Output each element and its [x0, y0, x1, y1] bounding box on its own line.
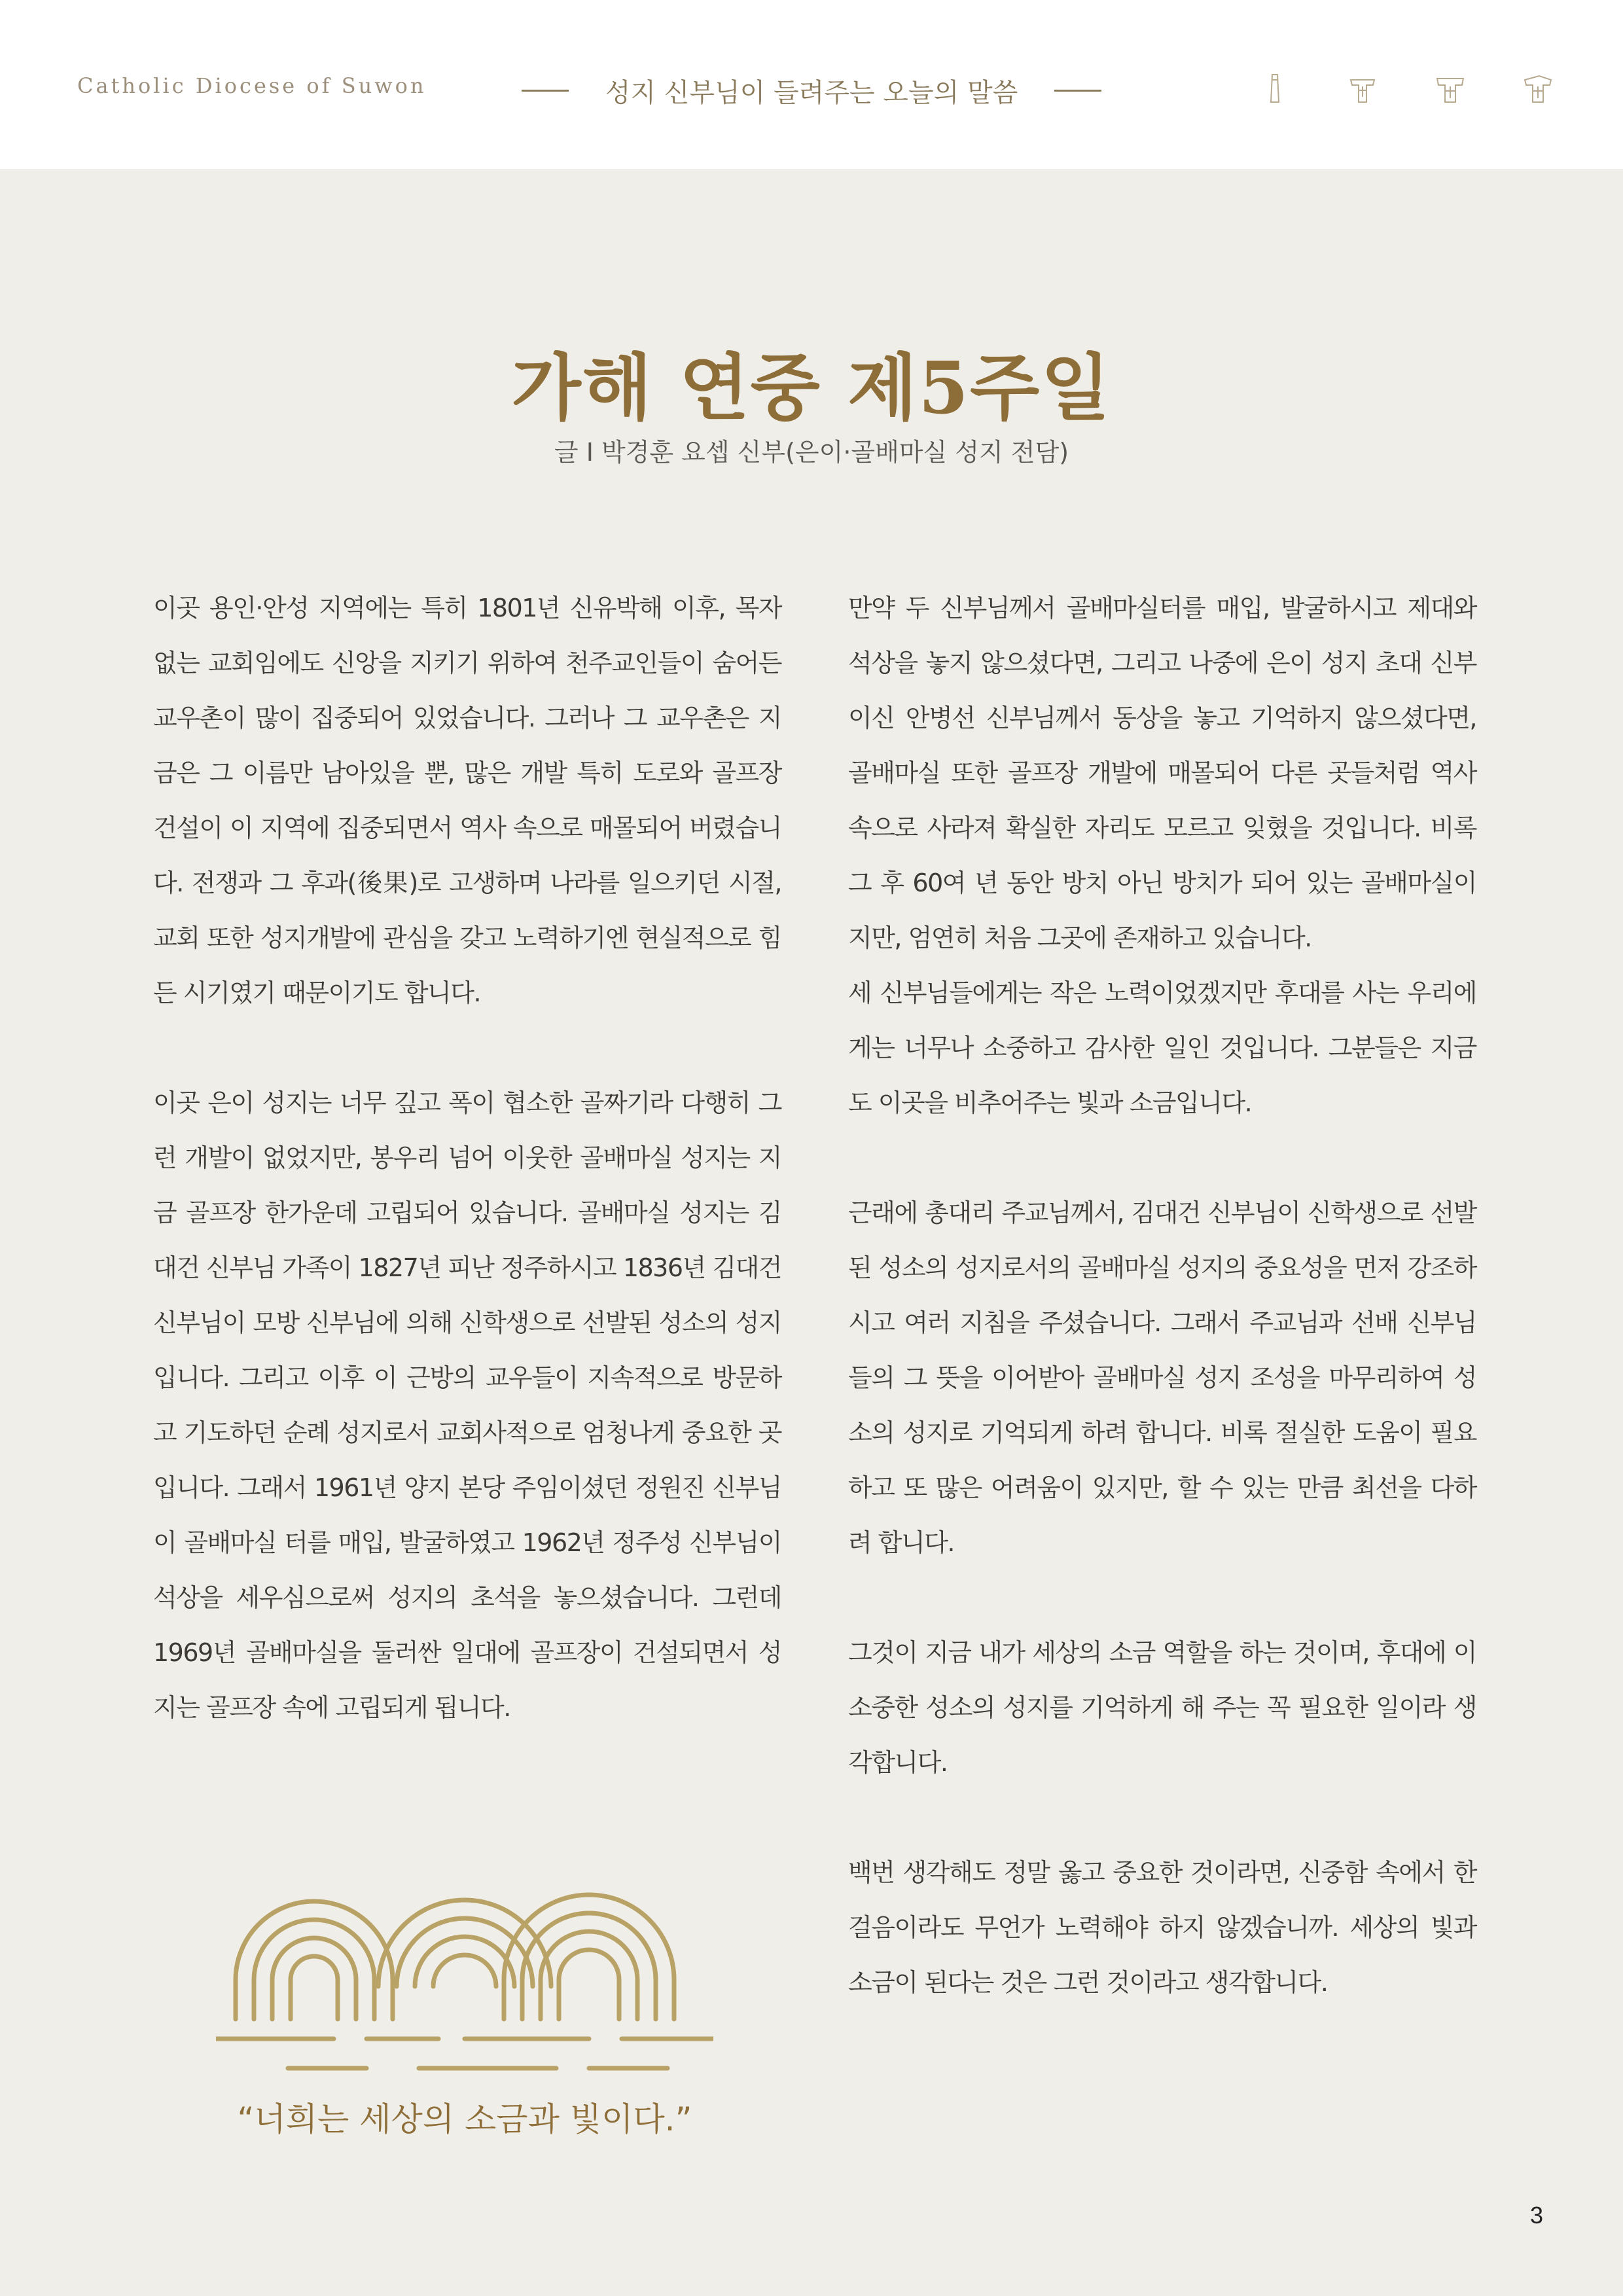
page-header	[0, 0, 1623, 169]
article-byline: 글 I 박경훈 요셉 신부(은이·골배마실 성지 전담)	[554, 438, 1069, 467]
paragraph: 세 신부님들에게는 작은 노력이었겠지만 후대를 사는 우리에게는 너무나 소중하고 감사한 일인 것입니다. 그분들은 지금도 이곳을 비추어주는 빛과 소금입니다.	[848, 978, 1476, 1117]
paragraph: 만약 두 신부님께서 골배마실터를 매입, 발굴하시고 제대와 석상을 놓지 않으셨다면, 그리고 나중에 은이 성지 초대 신부이신 안병선 신부님께서 동상을 놓고 기억하지 않으셨다면, 골배마실 또한 골프장 개발에 매몰되어 다른 곳들처럼 역사 속으로 사라져 확실한 자리도 모르고 잊혔을 것입니다. 비록 그 후 60여 년 동안 방치 아닌 방치가 되어 있는 골배마실이지만, 엄연히 처음 그곳에 존재하고 있습니다.	[848, 594, 1476, 952]
hills-arches-emblem	[216, 1823, 713, 2087]
paragraph: 이곳 용인·안성 지역에는 특히 1801년 신유박해 이후, 목자 없는 교회임에도 신앙을 지키기 위하여 천주교인들이 숨어든 교우촌이 많이 집중되어 있었습니다. 그러나 그 교우촌은 지금은 그 이름만 남아있을 뿐, 많은 개발 특히 도로와 골프장 건설이 이 지역에 집중되면서 역사 속으로 매몰되어 버렸습니다. 전쟁과 그 후과(後果)로 고생하며 나라를 일으키던 시절, 교회 또한 성지개발에 관심을 갖고 노력하기엔 현실적으로 힘든 시기였기 때문이기도 합니다.	[153, 594, 781, 1007]
title-dash-left	[522, 90, 569, 92]
article-title: 가해 연중 제5주일	[511, 346, 1112, 430]
page-number: 3	[1530, 2202, 1544, 2229]
series-title	[504, 72, 1119, 109]
paragraph: 백번 생각해도 정말 옳고 중요한 것이라면, 신중함 속에서 한 걸음이라도 무언가 노력해야 하지 않겠습니까. 세상의 빛과 소금이 된다는 것은 그런 것이라고 생각합니다.	[848, 1858, 1476, 1997]
series-title-text: 성지 신부님이 들려주는 오늘의 말씀	[605, 78, 1018, 108]
cross-vestment-icon	[1344, 71, 1381, 107]
paragraph: 그것이 지금 내가 세상의 소금 역할을 하는 것이며, 후대에 이 소중한 성소의 성지를 기억하게 해 주는 꼭 필요한 일이라 생각합니다.	[848, 1638, 1476, 1777]
scripture-quote: “너희는 세상의 소금과 빛이다.”	[237, 2100, 692, 2138]
paragraph: 근래에 총대리 주교님께서, 김대건 신부님이 신학생으로 선발된 성소의 성지로서의 골배마실 성지의 중요성을 먼저 강조하시고 여러 지침을 주셨습니다. 그래서 주교님과 선배 신부님들의 그 뜻을 이어받아 골배마실 성지 조성을 마무리하여 성소의 성지로 기억되게 하려 합니다. 비록 절실한 도움이 필요하고 또 많은 어려움이 있지만, 할 수 있는 만큼 최선을 다하려 합니다.	[848, 1198, 1476, 1557]
cross-vestment-icon	[1520, 71, 1556, 107]
right-column	[848, 581, 1476, 2010]
left-column	[153, 581, 781, 1735]
paragraph: 이곳 은이 성지는 너무 깊고 폭이 협소한 골짜기라 다행히 그런 개발이 없었지만, 봉우리 넘어 이웃한 골배마실 성지는 지금 골프장 한가운데 고립되어 있습니다. 골배마실 성지는 김대건 신부님 가족이 1827년 피난 정주하시고 1836년 김대건 신부님이 모방 신부님에 의해 신학생으로 선발된 성소의 성지입니다. 그리고 이후 이 근방의 교우들이 지속적으로 방문하고 기도하던 순례 성지로서 교회사적으로 엄청나게 중요한 곳입니다. 그래서 1961년 양지 본당 주임이셨던 정원진 신부님이 골배마실 터를 매입, 발굴하였고 1962년 정주성 신부님이 석상을 세우심으로써 성지의 초석을 놓으셨습니다. 그런데 1969년 골배마실을 둘러싼 일대에 골프장이 건설되면서 성지는 골프장 속에 고립되게 됩니다.	[153, 1088, 781, 1722]
stole-icon	[1257, 71, 1293, 107]
title-dash-right	[1054, 90, 1101, 92]
header-icons	[1257, 71, 1556, 107]
diocese-name: Catholic Diocese of Suwon	[77, 73, 427, 98]
cross-vestment-icon	[1432, 71, 1469, 107]
